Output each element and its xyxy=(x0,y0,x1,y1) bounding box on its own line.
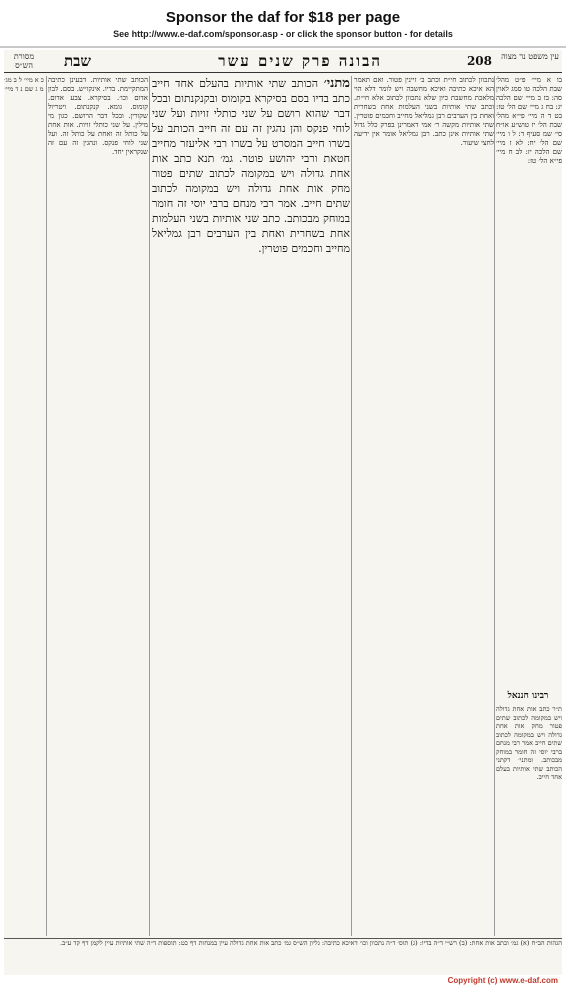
talmud-page xyxy=(4,50,562,975)
rashi-column xyxy=(48,76,148,936)
chapter-title: הבונה פרק שנים עשר xyxy=(218,52,382,70)
gemara-column xyxy=(152,76,350,936)
ein-mishpat-text: בו א מיי׳ פ״ט מהל׳ שבת הלכה טו סמג לאוין סה: בז ב מיי׳ שם הלכה יג: בח ג מיי׳ שם הל׳ טז: בט ד ה מיי׳ פי״א מהל׳ שבת הל׳ יז טוש״ע או״ח סי׳ שמ סעיף ד: ל ו מיי׳ שם הל׳ יח: לא ז מיי׳ שם הלכה יז: לב ח מיי׳ פי״א הל׳ טז: xyxy=(496,76,562,165)
mishnah-marker: מתני׳ xyxy=(323,76,350,91)
masoret-hashas-column xyxy=(4,76,44,936)
masoret-hashas-heading: מסורת הש״ס xyxy=(13,52,35,70)
tosafot-column xyxy=(354,76,494,936)
page-number: 208 xyxy=(466,54,492,68)
footnotes: הגהות הב״ח (א) גמ׳ וכתב אות אחת: (ב) רש״י ד״ה בדיו: (ג) תוס׳ ד״ה נתכוון וכו׳ דאיכא כתיבה: גליון הש״ס גמ׳ כתב אות אחת גדולה עיין במנחות דף כט: תוספות ד״ה שתי אותיות עיין לקמן דף קד ע״ב. xyxy=(4,938,562,975)
column-divider xyxy=(351,76,352,936)
column-divider xyxy=(149,76,150,936)
tractate-title: שבת xyxy=(64,52,91,70)
ein-mishpat-heading: עין משפט נר מצוה xyxy=(501,52,559,61)
sponsor-banner[interactable] xyxy=(0,0,566,48)
page-header xyxy=(4,50,562,73)
sponsor-title[interactable]: Sponsor the daf for $18 per page xyxy=(165,9,401,26)
copyright-link[interactable]: Copyright (c) www.e-daf.com xyxy=(447,976,558,985)
ein-mishpat-column xyxy=(496,76,562,696)
rabbeinu-chananel-heading: רבינו חננאל xyxy=(507,691,549,701)
rabbeinu-chananel-text: ת״ר כתב אות אחת גדולה ויש במקומה לכתוב שתים פטור מחק אות אחת גדולה ויש במקומה לכתוב שתים חייב אמר רבי מנחם ברבי יוסי זה חומר במוחק מבכותב. ומתני׳ דקתני הכותב שתי אותיות בעלם אחד חייב. xyxy=(496,705,562,781)
column-divider xyxy=(46,76,47,936)
rabbeinu-chananel-column xyxy=(496,705,562,935)
column-divider xyxy=(494,76,495,936)
gemara-text: הכותב שתי אותיות בהעלם אחד חייב כתב בדיו בסם בסיקרא בקומוס ובקנקנתום ובכל דבר שהוא רושם על שני כותלי זויות ועל שני לוחי פנקס והן נהגין זה עם זה חייב הכותב על בשרו חייב המסרט על בשרו רבי אליעזר מחייב חטאת ורבי יהושע פוטר. גמ׳ תנא כתב אות אחת גדולה ויש במקומה לכתוב שתים פטור מחק אות אחת גדולה ויש במקומה לכתוב שתים חייב. אמר רבי מנחם ברבי יוסי זה חומר במוחק מבכותב. כתב שני אותיות בשני העלמות אחת בשחרית ואחת בין הערבים רבן גמליאל מחייב וחכמים פוטרין. xyxy=(152,77,350,255)
rashi-text: הכותב שתי אותיות. דבעינן כתיבה המתקיימת. בדיו. אינקו״ש. בסם. לבון אדום וכו׳. בסיקרא. צבע אדום. קומוס. גומא. קנקנתום. ויטריול שקורין. ובכל דבר הרושם. כגון מי מילין. על שני כותלי זויות. אות אחת על כותל זה ואחת על כותל זה. ועל שני לוחי פנקס. ונהגין זה עם זה שנקראין יחד. xyxy=(48,76,148,156)
sponsor-details-link[interactable]: See http://www.e-daf.com/sponsor.asp - or click the sponsor button - for details xyxy=(113,29,453,39)
tosafot-text: נתכוון לכתוב חי״ת וכתב ב׳ זיינין פטור. ואם תאמר הא איכא כתיבה ואיכא מחשבה ויש לומר דלא הוי מלאכת מחשבת כיון שלא נתכוון לכתוב אלא חי״ת. וכתב שתי אותיות בשני העלמות אחת בשחרית ואחת בין הערבים רבן גמליאל מחייב וחכמים פוטרין. שתי אותיות מקשה ר׳ אמי דאמרינן בפרק כלל גדול שתי אותיות אינן כתב. רבן גמליאל אומר אין ידיעה לחצי שיעור. xyxy=(354,76,494,147)
masoret-hashas-text: כ א מיי׳ ל ב מג׳ מ ג שם נ ד מיי׳ xyxy=(4,76,44,93)
